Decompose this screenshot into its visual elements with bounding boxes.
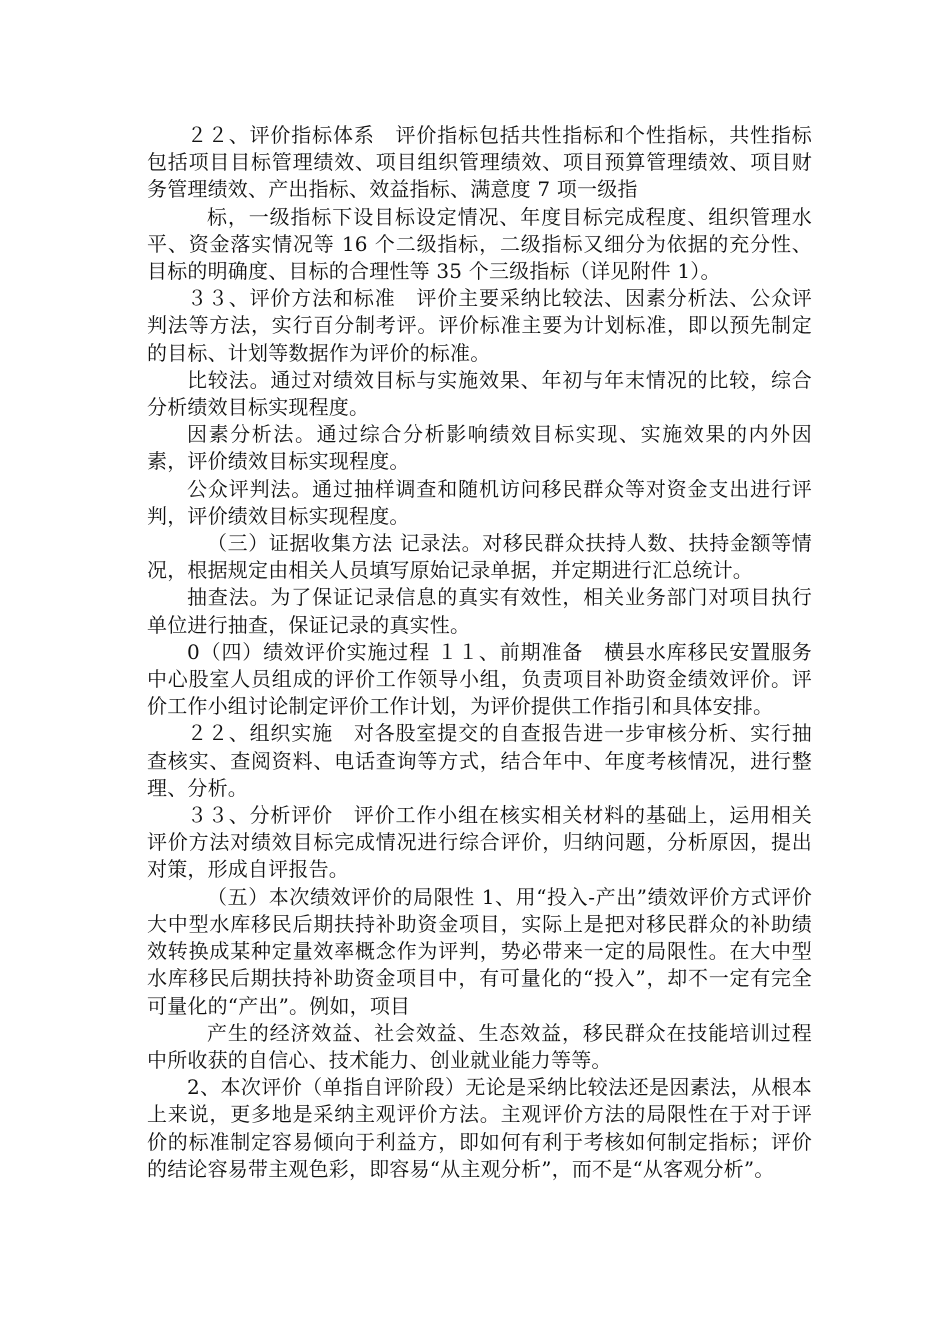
paragraph-factor-analysis: 因素分析法。通过综合分析影响绩效目标实现、实施效果的内外因素，评价绩效目标实现程度。	[147, 422, 812, 474]
paragraph-indicator-system: ２２、评价指标体系 评价指标包括共性指标和个性指标，共性指标包括项目目标管理绩效、项目组织管理绩效、项目预算管理绩效、项目财务管理绩效、产出指标、效益指标、满意度 7 项一级指	[147, 123, 812, 202]
paragraph-comparison-method: 比较法。通过对绩效目标与实施效果、年初与年末情况的比较，综合分析绩效目标实现程度。	[147, 367, 812, 420]
paragraph-public-judgment: 公众评判法。通过抽样调查和随机访问移民群众等对资金支出进行评判，评价绩效目标实现程度。	[147, 476, 812, 528]
paragraph-evidence-collection: （三）证据收集方法 记录法。对移民群众扶持人数、扶持金额等情况，根据规定由相关人员填写原始记录单据，并定期进行汇总统计。	[147, 531, 812, 583]
paragraph-spot-check: 抽查法。为了保证记录信息的真实有效性，相关业务部门对项目执行单位进行抽查，保证记录的真实性。	[147, 585, 812, 637]
paragraph-limitations: （五）本次绩效评价的局限性 1、用“投入-产出”绩效评价方式评价大中型水库移民后期扶持补助资金项目，实际上是把对移民群众的补助绩效转换成某种定量效率概念作为评判，势必带来一定的局限性。在大中型水库移民后期扶持补助资金项目中，有可量化的“投入”，却不一定有完全可量化的“产出”。例如，项目	[147, 884, 812, 1018]
document-body	[147, 122, 812, 1183]
paragraph-organization: ２２、组织实施 对各股室提交的自查报告进一步审核分析、实行抽查核实、查阅资料、电话查询等方式，结合年中、年度考核情况，进行整理、分析。	[147, 721, 812, 800]
paragraph-analysis-evaluation: ３３、分析评价 评价工作小组在核实相关材料的基础上，运用相关评价方法对绩效目标完成情况进行综合评价，归纳问题，分析原因，提出对策，形成自评报告。	[147, 803, 812, 882]
paragraph-benefits: 产生的经济效益、社会效益、生态效益，移民群众在技能培训过程中所收获的自信心、技术能力、创业就业能力等等。	[147, 1020, 812, 1072]
paragraph-evaluation-methods: ３３、评价方法和标准 评价主要采纳比较法、因素分析法、公众评判法等方法，实行百分制考评。评价标准主要为计划标准，即以预先制定的目标、计划等数据作为评价的标准。	[147, 286, 812, 365]
paragraph-subjective-evaluation: 2、本次评价（单指自评阶段）无论是采纳比较法还是因素法，从根本上来说，更多地是采纳主观评价方法。主观评价方法的局限性在于对于评价的标准制定容易倾向于利益方，即如何有利于考核如何制定指标；评价的结论容易带主观色彩，即容易“从主观分析”，而不是“从客观分析”。	[147, 1075, 812, 1181]
paragraph-indicator-levels: 标，一级指标下设目标设定情况、年度目标完成程度、组织管理水平、资金落实情况等 16 个二级指标，二级指标又细分为依据的充分性、目标的明确度、目标的合理性等 35 个三级指标（详见附件 1）。	[147, 204, 812, 284]
paragraph-implementation-process: 0（四）绩效评价实施过程 １１、前期准备 横县水库移民安置服务中心股室人员组成的评价工作领导小组，负责项目补助资金绩效评价。评价工作小组讨论制定评价工作计划，为评价提供工作指引和具体安排。	[147, 639, 812, 719]
